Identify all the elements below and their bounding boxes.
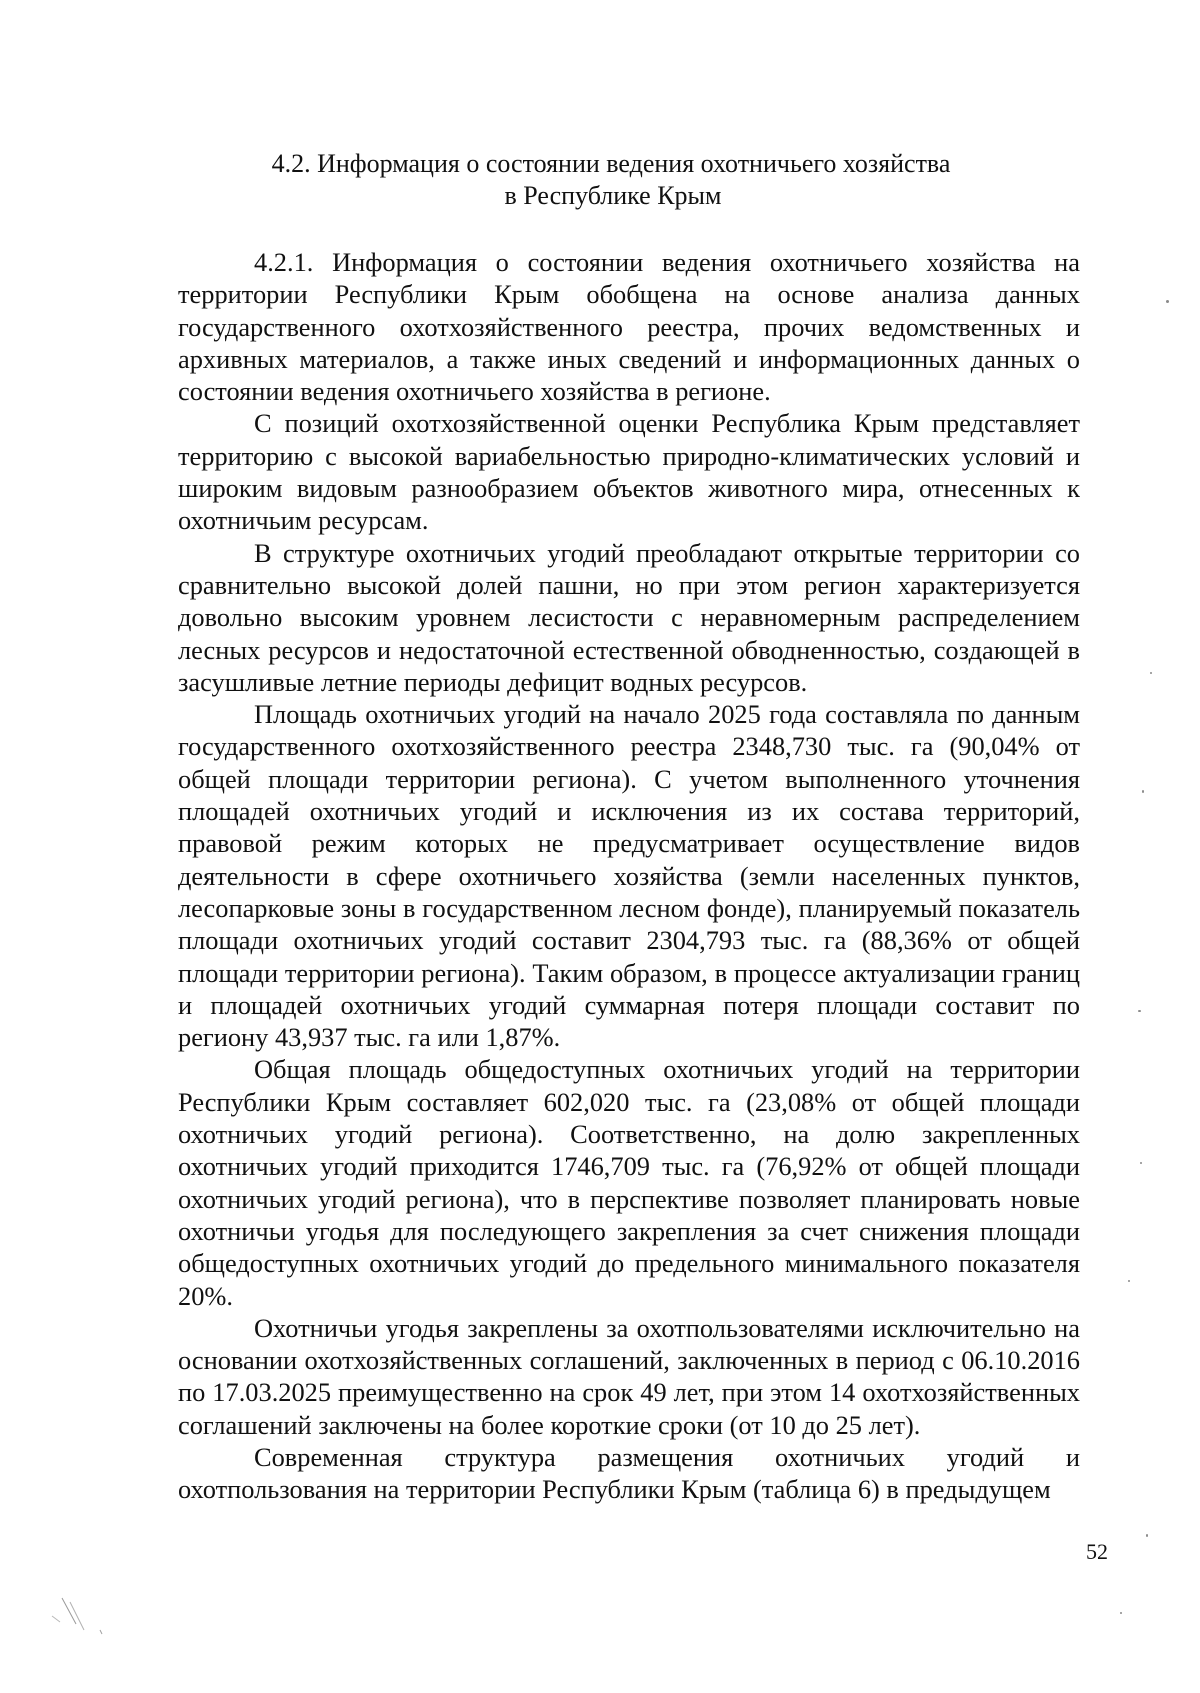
scan-speck [1140,1162,1142,1164]
paragraph-intro: 4.2.1. Информация о состоянии ведения охотничьего хозяйства на территории Республики Крым обобщена на основе анализа данных государственного охотхозяйственного реестра, прочих ведомственных и архивных материалов, а также иных сведений и информационных данных о состоянии ведения охотничьего хозяйства в регионе. [178,247,1080,407]
scan-speck [1138,1010,1141,1012]
paragraph-area: Площадь охотничьих угодий на начало 2025 года составляла по данным государственного охотхозяйственного реестра 2348,730 тыс. га (90,04% от общей площади территории региона). С учетом выполненного уточнения площадей охотничьих угодий и исключения из их состава территорий, правовой режим которых не предусматривает осуществление видов деятельности в сфере охотничьего хозяйства (земли населенных пунктов, лесопарковые зоны в государственном лесном фонде), планируемый показатель площади охотничьих угодий составит 2304,793 тыс. га (88,36% от общей площади территории региона). Таким образом, в процессе актуализации границ и площадей охотничьих угодий суммарная потеря площади составит по региону 43,937 тыс. га или 1,87%. [178,699,1080,1053]
heading-line-2: в Республике Крым [504,181,722,210]
scan-mark [40,1590,120,1660]
paragraph-structure: В структуре охотничьих угодий преобладают открытые территории со сравнительно высокой долей пашни, но при этом регион характеризуется довольно высоким уровнем лесистости с неравномерным распределением лесных ресурсов и недостаточной естественной обводненностью, создающей в засушливые летние периоды дефицит водных ресурсов. [178,537,1080,697]
body-text [178,246,1080,1506]
scan-speck [1146,1534,1148,1537]
scan-speck [1150,672,1152,674]
paragraph-current-structure: Современная структура размещения охотничьих угодий и охотпользования на территории Республики Крым (таблица 6) в предыдущем [178,1441,1080,1505]
scan-speck [1166,300,1169,303]
paragraph-agreements: Охотничьи угодья закреплены за охотпользователями исключительно на основании охотхозяйственных соглашений, заключенных в период с 06.10.2016 по 17.03.2025 преимущественно на срок 49 лет, при этом 14 охотхозяйственных соглашений заключены на более короткие сроки (от 10 до 25 лет). [178,1312,1080,1440]
heading-line-1: 4.2. Информация о состоянии ведения охотничьего хозяйства [271,149,951,178]
section-heading [0,148,1200,212]
paragraph-public-grounds: Общая площадь общедоступных охотничьих угодий на территории Республики Крым составляет 602,020 тыс. га (23,08% от общей площади охотничьих угодий региона). Соответственно, на долю закрепленных охотничьих угодий приходится 1746,709 тыс. га (76,92% от общей площади охотничьих угодий региона), что в перспективе позволяет планировать новые охотничьи угодья для последующего закрепления за счет снижения площади общедоступных охотничьих угодий до предельного минимального показателя 20%. [178,1054,1080,1311]
page-number: 52 [1086,1539,1108,1564]
paragraph-assessment: С позиций охотхозяйственной оценки Республика Крым представляет территорию с высокой вариабельностью природно-климатических условий и широким видовым разнообразием объектов животного мира, отнесенных к охотничьим ресурсам. [178,408,1080,536]
scan-speck [1120,1612,1122,1614]
scan-speck [1128,1280,1130,1282]
scan-speck [1142,790,1144,793]
